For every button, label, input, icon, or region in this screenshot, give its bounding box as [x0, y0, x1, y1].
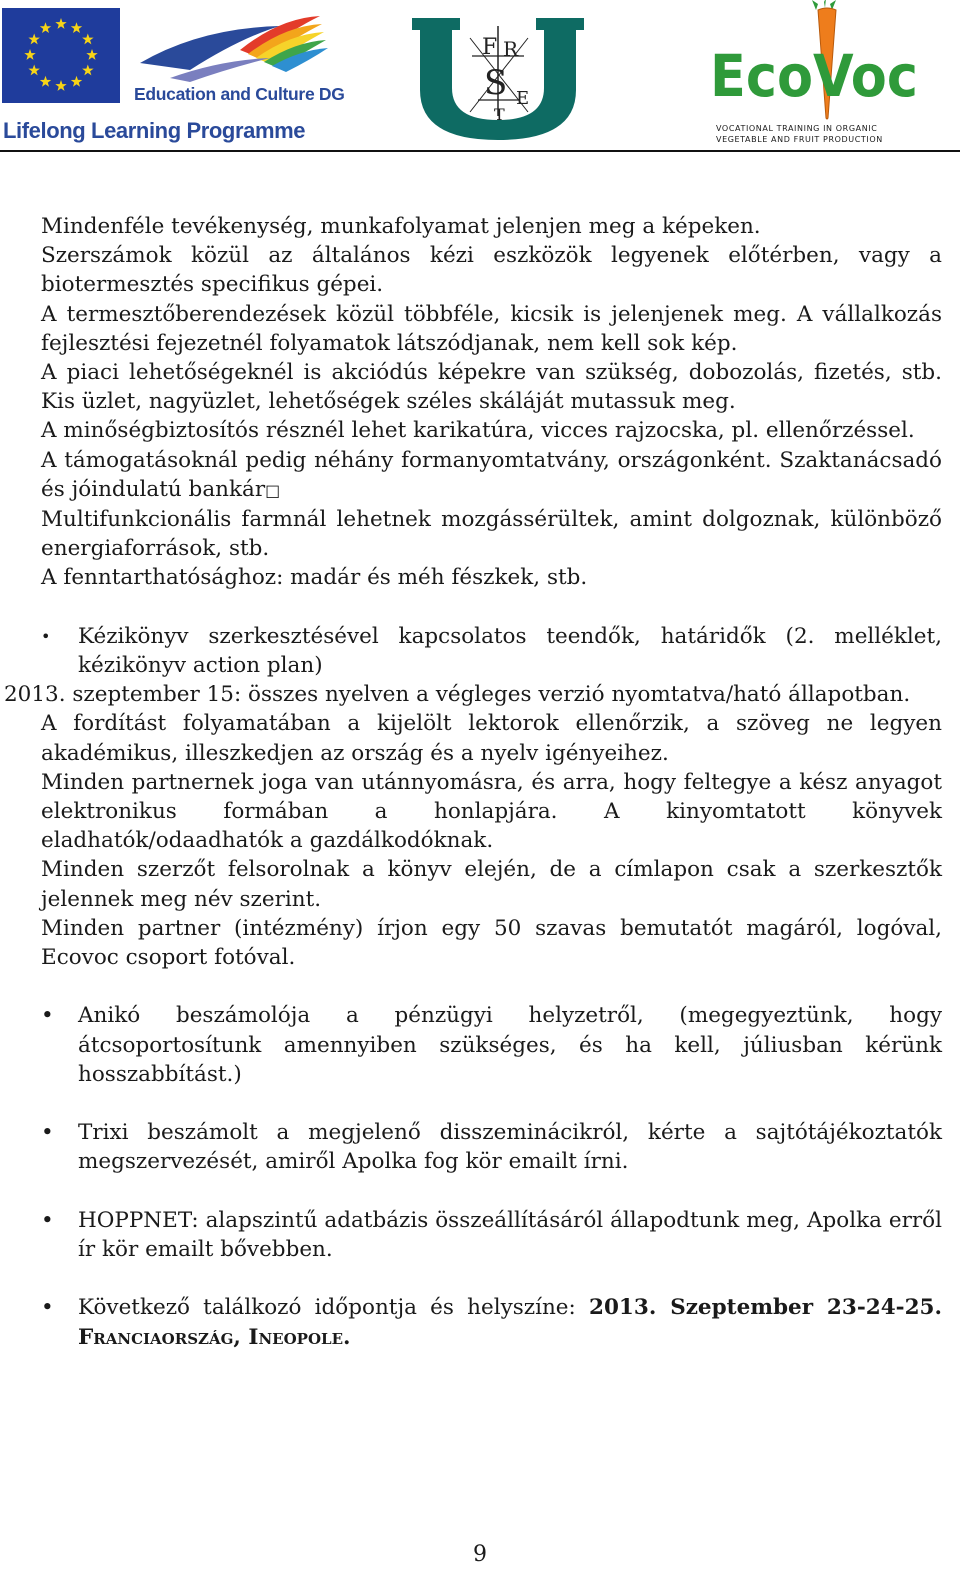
- paragraph-tools: Szerszámok közül az általános kézi eszközök legyenek előtérben, vagy a biotermesztés specifikus gépei.: [41, 243, 942, 298]
- ecovoc-subtitle-line-1: VOCATIONAL TRAINING IN ORGANIC: [716, 124, 878, 133]
- next-meeting-location: Franciaország, Ineopole.: [78, 1324, 351, 1350]
- ecovoc-wordmark: EcoVoc: [710, 42, 918, 110]
- bullet-marker: •: [41, 1295, 54, 1321]
- paragraph-reprint: Minden partnernek joga van utánnyomásra, és arra, hogy feltegye a kész anyagot elektronikus formában a honlapjára. A kinyomtatott könyvek eladhatók/odaadhatók a gazdálkodóknak.: [41, 769, 942, 854]
- bullet-marker: •: [41, 1207, 54, 1233]
- paragraph-sustainability: A fenntarthatósághoz: madár és méh fészkek, stb.: [41, 565, 588, 591]
- ecovoc-subtitle: [716, 123, 921, 145]
- u-logo-letter-r: R: [503, 37, 519, 61]
- u-logo-letter-t: T: [494, 105, 505, 124]
- lifelong-learning-programme-label: Lifelong Learning Programme: [3, 118, 306, 143]
- bullet-handbook: [41, 622, 942, 680]
- paragraph-translation: A fordítást folyamatában a kijelölt lektorok ellenőrzik, a szöveg ne legyen akadémikus, illeszkedjen az ország és a nyelv igényeihez.: [41, 711, 942, 766]
- paragraph-deadline: 2013. szeptember 15: összes nyelven a végleges verzió nyomtatva/ható állapotban.: [4, 682, 911, 708]
- bullet-marker: •: [41, 1003, 54, 1029]
- bullet-next-meeting: [41, 1293, 942, 1351]
- education-culture-dg-label: Education and Culture DG: [134, 84, 345, 104]
- paragraph-market: A piaci lehetőségeknél is akciódús képekre van szükség, dobozolás, fizetés, stb. Kis üzlet, nagyüzlet, lehetőségek széles skáláját mutassuk meg.: [41, 360, 942, 415]
- paragraph-quality: A minőségbiztosítós résznél lehet karikatúra, vicces rajzocska, pl. ellenőrzéssel.: [41, 418, 915, 444]
- next-meeting-date: 2013. Szeptember 23-24-25.: [589, 1295, 942, 1321]
- paragraph-partners: Minden partner (intézmény) írjon egy 50 szavas bemutatót magáról, logóval, Ecovoc csoport fotóval.: [41, 915, 942, 971]
- page-header: [0, 0, 960, 160]
- university-u-logo: [412, 16, 584, 141]
- bullet-dissemination: [41, 1118, 942, 1176]
- bullet-hoppnet-text: HOPPNET: alapszintű adatbázis összeállításáról állapodtunk meg, Apolka erről ír kör emailt bővebben.: [78, 1207, 942, 1263]
- page-number: 9: [473, 1542, 487, 1567]
- paragraph-authors: Minden szerzőt felsorolnak a könyv elején, de a címlapon csak a szerkesztők jelennek meg név szerint.: [41, 857, 942, 912]
- u-logo-letter-s: S: [484, 63, 508, 103]
- bullet-finance: [41, 1001, 942, 1089]
- eu-flag-logo: [2, 8, 120, 103]
- bullet-dissemination-text: Trixi beszámolt a megjelenő disszeminácikról, kérte a sajtótájékoztatók megszervezését, amiről Apolka fog kör emailt írni.: [78, 1120, 942, 1175]
- paragraph-subsidies: [41, 446, 942, 505]
- paragraph-multifunctional: Multifunkcionális farmnál lehetnek mozgássérültek, amint dolgoznak, különböző energiaforrások, stb.: [41, 507, 942, 562]
- u-logo-letter-e: E: [516, 88, 530, 109]
- education-culture-swoosh-icon: [130, 8, 330, 83]
- paragraph-subsidies-text: A támogatásoknál pedig néhány formanyomtatvány, országonként. Szaktanácsadó és jóindulatú bankár: [41, 447, 942, 502]
- header-divider: [0, 150, 960, 152]
- paragraph-activities: Mindenféle tevékenység, munkafolyamat jelenjen meg a képeken.: [41, 214, 761, 239]
- bullet-marker: •: [41, 626, 51, 646]
- bullet-marker: •: [41, 1120, 54, 1146]
- u-logo-letter-f: F: [482, 35, 498, 60]
- bullet-finance-text: Anikó beszámolója a pénzügyi helyzetről, (megegyeztünk, hogy átcsoportosítunk amennyiben szükséges, és ha kell, júliusban kérünk hosszabbítást.): [78, 1003, 942, 1087]
- bullet-handbook-text: Kézikönyv szerkesztésével kapcsolatos teendők, határidők (2. melléklet, kézikönyv action plan): [78, 623, 942, 679]
- bullet-hoppnet: [41, 1206, 942, 1264]
- paragraph-equipment: A termesztőberendezések közül többféle, kicsik is jelenjenek meg. A vállalkozás fejlesztési fejezetnél folyamatok látszódjanak, nem kell sok kép.: [41, 301, 942, 356]
- ecovoc-subtitle-line-2: VEGETABLE AND FRUIT PRODUCTION: [716, 135, 883, 144]
- next-meeting-prefix: Következő találkozó időpontja és helyszíne:: [78, 1295, 589, 1321]
- missing-glyph-box: □: [265, 480, 281, 500]
- ecovoc-logo: [708, 0, 923, 120]
- document-body: [4, 212, 942, 1352]
